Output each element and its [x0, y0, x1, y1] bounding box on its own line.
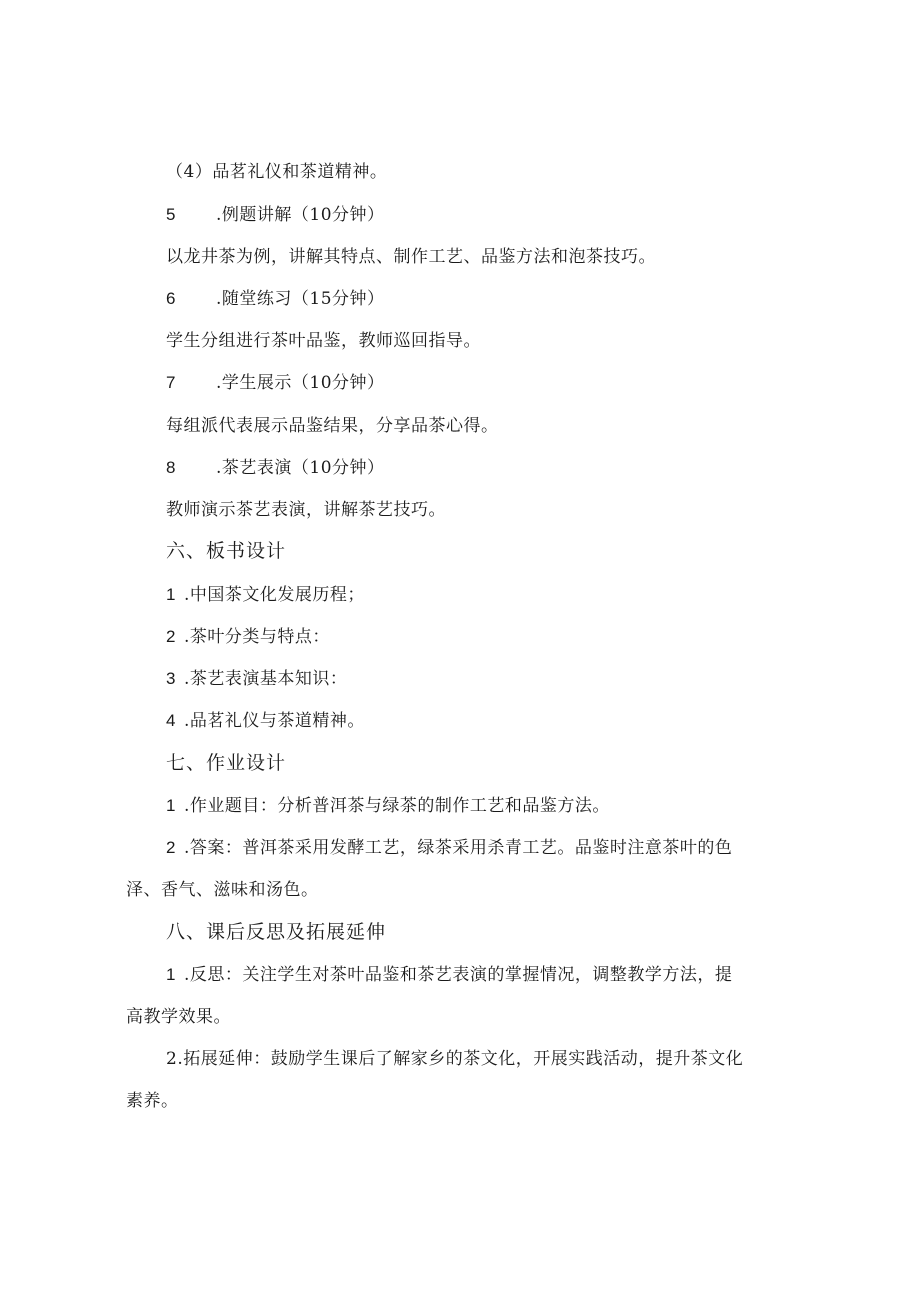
item-number: 1: [166, 796, 176, 815]
step-number: 5: [166, 205, 176, 224]
item-number: 4: [166, 711, 176, 730]
step-number: 7: [166, 373, 176, 392]
item-number: 1: [166, 965, 176, 984]
step-number: 6: [166, 289, 176, 308]
item-text: .反思：关注学生对茶叶品鉴和茶艺表演的掌握情况，调整教学方法，提: [184, 965, 733, 985]
sub-item-4: （4）品茗礼仪和茶道精神。: [166, 162, 388, 182]
step-6: [166, 287, 385, 311]
list-item: [166, 625, 330, 649]
list-item: 2.拓展延伸：鼓励学生课后了解家乡的茶文化，开展实践活动，提升茶文化: [166, 1049, 744, 1069]
item-text: .中国茶文化发展历程；: [184, 585, 365, 605]
step-7: [166, 371, 385, 395]
step-title: .随堂练习（15分钟）: [216, 289, 385, 309]
paragraph-continuation: 泽、香气、滋味和汤色。: [126, 880, 319, 900]
item-text: .茶叶分类与特点：: [184, 627, 330, 647]
paragraph: 学生分组进行茶叶品鉴，教师巡回指导。: [166, 331, 481, 351]
item-number: 2: [166, 627, 176, 646]
list-item: [166, 963, 732, 987]
item-number: 1: [166, 585, 176, 604]
list-item: [166, 794, 610, 818]
paragraph: 教师演示茶艺表演，讲解茶艺技巧。: [166, 500, 446, 520]
item-text: .作业题目：分析普洱茶与绿茶的制作工艺和品鉴方法。: [184, 796, 610, 816]
step-title: .学生展示（10分钟）: [216, 373, 385, 393]
section-heading-7: 七、作业设计: [166, 752, 287, 774]
list-item: [166, 667, 347, 691]
list-item: [166, 709, 365, 733]
item-text: .答案：普洱茶采用发酵工艺，绿茶采用杀青工艺。品鉴时注意茶叶的色: [184, 838, 733, 858]
section-heading-8: 八、课后反思及拓展延伸: [166, 921, 387, 943]
paragraph-continuation: 高教学效果。: [126, 1007, 231, 1027]
item-text: .品茗礼仪与茶道精神。: [184, 711, 365, 731]
item-text: .茶艺表演基本知识：: [184, 669, 348, 689]
step-title: .例题讲解（10分钟）: [216, 205, 385, 225]
list-item: [166, 836, 732, 860]
step-5: [166, 203, 385, 227]
paragraph-continuation: 素养。: [126, 1091, 179, 1111]
section-heading-6: 六、板书设计: [166, 540, 287, 562]
paragraph: 以龙井茶为例，讲解其特点、制作工艺、品鉴方法和泡茶技巧。: [166, 247, 656, 267]
item-number: 2: [166, 838, 176, 857]
step-title: .茶艺表演（10分钟）: [216, 458, 385, 478]
step-8: [166, 456, 385, 480]
list-item: [166, 583, 365, 607]
item-number: 3: [166, 669, 176, 688]
paragraph: 每组派代表展示品鉴结果，分享品茶心得。: [166, 416, 499, 436]
step-number: 8: [166, 458, 176, 477]
